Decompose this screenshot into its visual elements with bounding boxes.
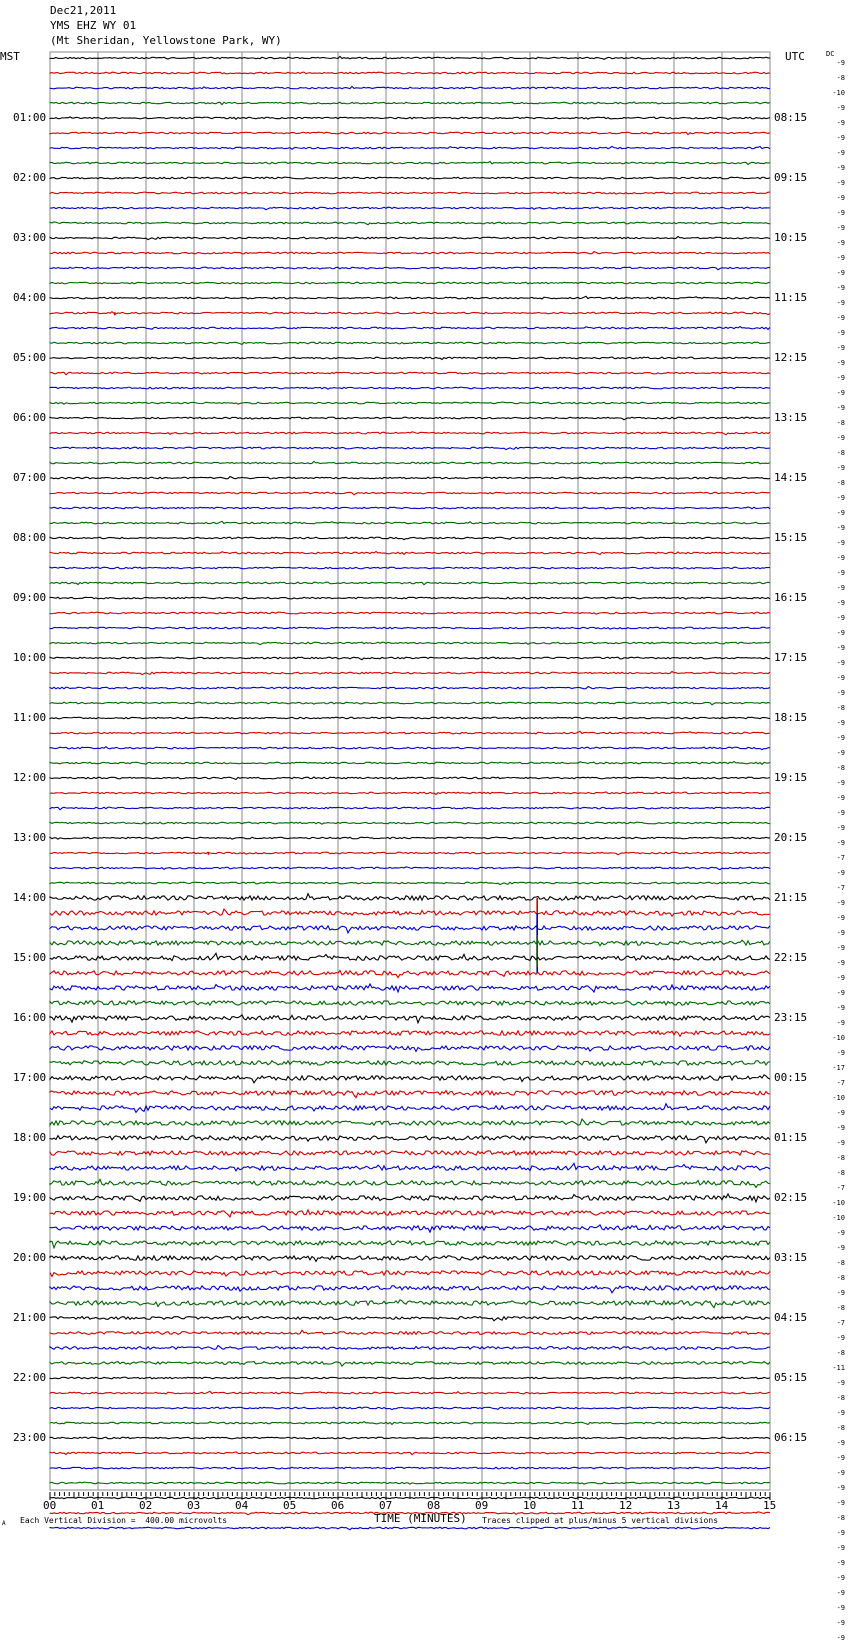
dc-offset-label: -9 [836, 59, 845, 67]
dc-offset-label: -9 [836, 194, 845, 202]
right-hour-label: 06:15 [774, 1431, 808, 1444]
x-axis-label: TIME (MINUTES) [374, 1512, 467, 1525]
left-hour-label: 04:00 [13, 291, 47, 304]
x-tick-label: 02 [139, 1499, 153, 1512]
trace-row [50, 1151, 770, 1155]
trace-row [50, 687, 770, 689]
dc-offset-label: -9 [836, 614, 845, 622]
trace-row [50, 296, 770, 299]
trace-row [50, 552, 770, 555]
dc-offset-label: -9 [836, 929, 845, 937]
trace-row [50, 1001, 770, 1005]
dc-offset-label: -9 [836, 1544, 845, 1552]
left-hour-label: 21:00 [13, 1311, 47, 1324]
trace-row [50, 642, 770, 645]
left-hour-label: 16:00 [13, 1011, 47, 1024]
dc-offset-label: -8 [836, 74, 845, 82]
trace-row [50, 1104, 770, 1113]
dc-offset-label: -9 [836, 359, 845, 367]
dc-offset-label: -9 [836, 1529, 845, 1537]
dc-offset-label: -9 [836, 1229, 845, 1237]
dc-offset-label: -9 [836, 989, 845, 997]
dc-offset-label: -9 [836, 1439, 845, 1447]
x-tick-label: 15 [763, 1499, 777, 1512]
dc-offset-label: -9 [836, 239, 845, 247]
trace-row [50, 1060, 770, 1066]
dc-offset-label: -9 [836, 494, 845, 502]
right-hour-label: 10:15 [774, 231, 808, 244]
trace-row [50, 252, 770, 254]
trace-row [50, 192, 770, 194]
dc-offset-label: -9 [836, 914, 845, 922]
dc-offset-label: -9 [836, 119, 845, 127]
right-hour-label: 17:15 [774, 651, 808, 664]
x-tick-label: 05 [283, 1499, 297, 1512]
trace-row [50, 792, 770, 795]
dc-offset-label: -9 [836, 284, 845, 292]
trace-row [50, 222, 770, 225]
dc-offset-label: -9 [836, 179, 845, 187]
left-hour-label: 12:00 [13, 771, 47, 784]
dc-offset-label: -9 [836, 344, 845, 352]
dc-offset-label: -9 [836, 959, 845, 967]
trace-row [50, 1316, 770, 1320]
right-hour-label: 05:15 [774, 1371, 808, 1384]
scale-note: Each Vertical Division = 400.00 microvolts [20, 1516, 228, 1525]
trace-row [50, 882, 770, 884]
right-timezone-label: UTC [785, 50, 805, 63]
trace-row [50, 1422, 770, 1425]
dc-offset-label: -9 [836, 164, 845, 172]
trace-row [50, 1031, 770, 1037]
dc-offset-label: -9 [836, 689, 845, 697]
right-hour-label: 16:15 [774, 591, 808, 604]
dc-offset-label: -9 [836, 659, 845, 667]
trace-row [50, 72, 770, 74]
trace-row [50, 56, 770, 59]
left-hour-label: 17:00 [13, 1071, 47, 1084]
trace-row [50, 1407, 770, 1410]
trace-row [50, 1119, 770, 1125]
trace-row [50, 282, 770, 284]
right-hour-label: 21:15 [774, 891, 808, 904]
dc-offset-label: -9 [836, 1019, 845, 1027]
dc-offset-label: -9 [836, 1589, 845, 1597]
right-hour-label: 01:15 [774, 1131, 808, 1144]
left-hour-label: 09:00 [13, 591, 47, 604]
trace-row [50, 747, 770, 750]
trace-row [50, 402, 770, 404]
x-tick-label: 13 [667, 1499, 681, 1512]
dc-offset-label: -8 [836, 419, 845, 427]
x-tick-label: 03 [187, 1499, 201, 1512]
trace-row [50, 671, 770, 674]
trace-row [50, 492, 770, 495]
right-hour-label: 14:15 [774, 471, 808, 484]
left-hour-label: 19:00 [13, 1191, 47, 1204]
trace-row [50, 940, 770, 946]
right-hour-label: 22:15 [774, 951, 808, 964]
dc-offset-label: -17 [832, 1064, 845, 1072]
trace-row [50, 597, 770, 599]
trace-row [50, 867, 770, 870]
left-hour-label: 02:00 [13, 171, 47, 184]
trace-row [50, 582, 770, 585]
dc-offset-label: -9 [836, 149, 845, 157]
dc-offset-label: -9 [836, 1574, 845, 1582]
right-hour-label: 02:15 [774, 1191, 808, 1204]
trace-row [50, 1225, 770, 1232]
trace-row [50, 1163, 770, 1171]
dc-offset-label: -9 [836, 539, 845, 547]
dc-offset-label: -10 [832, 1034, 845, 1042]
right-hour-label: 11:15 [774, 291, 808, 304]
trace-row [50, 702, 770, 705]
trace-row [50, 1241, 770, 1248]
trace-row [50, 327, 770, 330]
left-hour-label: 07:00 [13, 471, 47, 484]
left-hour-label: 10:00 [13, 651, 47, 664]
dc-offset-label: -9 [836, 209, 845, 217]
dc-offset-label: -8 [836, 449, 845, 457]
dc-offset-label: -9 [836, 1484, 845, 1492]
dc-offset-label: -8 [836, 1259, 845, 1267]
dc-offset-label: -9 [836, 464, 845, 472]
dc-label: DC [826, 50, 835, 58]
dc-offset-label: -9 [836, 749, 845, 757]
dc-offset-label: -9 [836, 794, 845, 802]
dc-offset-label: -10 [832, 1214, 845, 1222]
dc-offset-label: -8 [836, 1424, 845, 1432]
trace-row [50, 717, 770, 719]
right-hour-label: 12:15 [774, 351, 808, 364]
trace-row [50, 894, 770, 900]
trace-row [50, 984, 770, 992]
dc-offset-label: -8 [836, 1514, 845, 1522]
dc-offset-label: -9 [836, 329, 845, 337]
left-hour-label: 11:00 [13, 711, 47, 724]
dc-offset-label: -9 [836, 1499, 845, 1507]
trace-row [50, 312, 770, 315]
dc-offset-label: -9 [836, 1109, 845, 1117]
dc-offset-label: -8 [836, 1304, 845, 1312]
trace-row [50, 132, 770, 134]
trace-row [50, 837, 770, 839]
dc-offset-label: -9 [836, 734, 845, 742]
dc-offset-label: -9 [836, 1334, 845, 1342]
left-hour-label: 05:00 [13, 351, 47, 364]
dc-offset-label: -9 [836, 434, 845, 442]
trace-row [50, 117, 770, 120]
trace-row [50, 1286, 770, 1293]
right-hour-label: 13:15 [774, 411, 808, 424]
dc-offset-label: -9 [836, 1049, 845, 1057]
trace-row [50, 1452, 770, 1455]
dc-offset-label: -9 [836, 779, 845, 787]
trace-row [50, 207, 770, 210]
trace-row [50, 1467, 770, 1469]
trace-row [50, 236, 770, 239]
dc-offset-label: -9 [836, 569, 845, 577]
dc-offset-label: -9 [836, 314, 845, 322]
right-hour-label: 08:15 [774, 111, 808, 124]
x-tick-label: 06 [331, 1499, 345, 1512]
trace-row [50, 731, 770, 734]
trace-row [50, 432, 770, 435]
trace-row [50, 521, 770, 524]
x-tick-label: 11 [571, 1499, 585, 1512]
clip-note: Traces clipped at plus/minus 5 vertical divisions [482, 1516, 719, 1525]
trace-row [50, 357, 770, 360]
trace-row [50, 537, 770, 540]
trace-row [50, 1015, 770, 1023]
dc-offset-label: -9 [836, 809, 845, 817]
left-hour-label: 06:00 [13, 411, 47, 424]
x-tick-label: 12 [619, 1499, 633, 1512]
trace-row [50, 822, 770, 824]
x-tick-label: 07 [379, 1499, 393, 1512]
trace-row [50, 372, 770, 375]
trace-row [50, 970, 770, 977]
dc-offset-label: -11 [832, 1364, 845, 1372]
dc-offset-label: -9 [836, 1409, 845, 1417]
left-hour-label: 20:00 [13, 1251, 47, 1264]
trace-row [50, 1179, 770, 1187]
trace-row [50, 852, 770, 855]
dc-offset-label: -9 [836, 1139, 845, 1147]
left-hour-label: 15:00 [13, 951, 47, 964]
trace-row [50, 417, 770, 420]
right-hour-label: 19:15 [774, 771, 808, 784]
dc-offset-label: -7 [836, 1184, 845, 1192]
trace-row [50, 1527, 770, 1530]
dc-offset-label: -9 [836, 644, 845, 652]
dc-offset-label: -9 [836, 899, 845, 907]
dc-offset-label: -9 [836, 629, 845, 637]
right-hour-label: 20:15 [774, 831, 808, 844]
trace-row [50, 567, 770, 569]
dc-offset-label: -8 [836, 479, 845, 487]
dc-offset-label: -7 [836, 1319, 845, 1327]
dc-offset-label: -7 [836, 884, 845, 892]
dc-offset-label: -9 [836, 269, 845, 277]
left-hour-label: 13:00 [13, 831, 47, 844]
dc-offset-label: -8 [836, 1169, 845, 1177]
left-hour-label: 14:00 [13, 891, 47, 904]
x-tick-label: 14 [715, 1499, 729, 1512]
trace-row [50, 461, 770, 463]
right-hour-label: 23:15 [774, 1011, 808, 1024]
trace-row [50, 1270, 770, 1276]
trace-row [50, 612, 770, 614]
dc-offset-label: -9 [836, 839, 845, 847]
trace-row [50, 1256, 770, 1262]
trace-row [50, 1346, 770, 1351]
dc-offset-label: -9 [836, 404, 845, 412]
x-tick-label: 09 [475, 1499, 489, 1512]
dc-offset-label: -9 [836, 509, 845, 517]
left-timezone-label: MST [0, 50, 20, 63]
dc-offset-label: -8 [836, 704, 845, 712]
trace-row [50, 1194, 770, 1202]
dc-offset-label: -8 [836, 764, 845, 772]
dc-offset-label: -9 [836, 104, 845, 112]
x-tick-label: 04 [235, 1499, 249, 1512]
x-tick-label: 10 [523, 1499, 537, 1512]
corner-mark: A [2, 1520, 6, 1527]
trace-row [50, 657, 770, 660]
trace-row [50, 1482, 770, 1484]
dc-offset-label: -8 [836, 1274, 845, 1282]
trace-row [50, 953, 770, 960]
left-hour-label: 08:00 [13, 531, 47, 544]
trace-row [50, 507, 770, 509]
dc-offset-label: -9 [836, 224, 845, 232]
dc-offset-label: -9 [836, 1379, 845, 1387]
trace-row [50, 1330, 770, 1334]
dc-offset-label: -9 [836, 254, 845, 262]
trace-row [50, 1437, 770, 1439]
dc-offset-label: -9 [836, 584, 845, 592]
dc-offset-label: -9 [836, 134, 845, 142]
header-station: YMS EHZ WY 01 [50, 19, 137, 32]
left-hour-label: 03:00 [13, 231, 47, 244]
dc-offset-label: -9 [836, 1244, 845, 1252]
right-hour-label: 18:15 [774, 711, 808, 724]
dc-offset-label: -9 [836, 374, 845, 382]
right-hour-label: 09:15 [774, 171, 808, 184]
dc-offset-label: -9 [836, 1454, 845, 1462]
trace-row [50, 177, 770, 179]
dc-offset-label: -9 [836, 674, 845, 682]
dc-offset-label: -8 [836, 1349, 845, 1357]
dc-offset-label: -10 [832, 1094, 845, 1102]
x-tick-label: 08 [427, 1499, 441, 1512]
trace-row [50, 1362, 770, 1366]
trace-row [50, 267, 770, 270]
trace-row [50, 387, 770, 389]
trace-row [50, 1210, 770, 1217]
trace-row [50, 1391, 770, 1394]
trace-row [50, 762, 770, 765]
right-hour-label: 15:15 [774, 531, 808, 544]
right-hour-label: 00:15 [774, 1071, 808, 1084]
trace-row [50, 477, 770, 480]
dc-offset-label: -10 [832, 1199, 845, 1207]
dc-offset-label: -9 [836, 1559, 845, 1567]
left-hour-label: 18:00 [13, 1131, 47, 1144]
dc-offset-label: -9 [836, 1289, 845, 1297]
dc-offset-label: -9 [836, 1604, 845, 1612]
header-location: (Mt Sheridan, Yellowstone Park, WY) [50, 34, 282, 47]
trace-row [50, 146, 770, 149]
trace-row [50, 1046, 770, 1052]
trace-row [50, 627, 770, 629]
dc-offset-label: -9 [836, 524, 845, 532]
dc-offset-label: -7 [836, 854, 845, 862]
trace-row [50, 447, 770, 449]
dc-offset-label: -9 [836, 389, 845, 397]
header-date: Dec21,2011 [50, 4, 117, 17]
left-hour-label: 23:00 [13, 1431, 47, 1444]
dc-offset-label: -8 [836, 1154, 845, 1162]
trace-row [50, 86, 770, 89]
trace-row [50, 1377, 770, 1379]
dc-offset-label: -9 [836, 944, 845, 952]
dc-offset-label: -9 [836, 554, 845, 562]
dc-offset-label: -8 [836, 1394, 845, 1402]
trace-row [50, 926, 770, 933]
dc-offset-label: -9 [836, 1634, 845, 1642]
left-hour-label: 22:00 [13, 1371, 47, 1384]
right-hour-label: 03:15 [774, 1251, 808, 1264]
right-hour-label: 04:15 [774, 1311, 808, 1324]
dc-offset-label: -9 [836, 974, 845, 982]
trace-row [50, 777, 770, 780]
trace-row [50, 1091, 770, 1098]
dc-offset-label: -9 [836, 1469, 845, 1477]
trace-row [50, 102, 770, 105]
dc-offset-label: -7 [836, 1079, 845, 1087]
trace-row [50, 1075, 770, 1083]
trace-row [50, 909, 770, 916]
trace-row [50, 1136, 770, 1143]
dc-offset-label: -10 [832, 89, 845, 97]
dc-offset-label: -9 [836, 1619, 845, 1627]
x-tick-label: 01 [91, 1499, 105, 1512]
trace-row [50, 161, 770, 164]
dc-offset-label: -9 [836, 869, 845, 877]
trace-row [50, 807, 770, 810]
dc-offset-label: -9 [836, 1124, 845, 1132]
dc-offset-label: -9 [836, 824, 845, 832]
dc-offset-label: -9 [836, 719, 845, 727]
trace-row [50, 342, 770, 345]
dc-offset-label: -9 [836, 299, 845, 307]
trace-row [50, 1300, 770, 1308]
dc-offset-label: -9 [836, 1004, 845, 1012]
left-hour-label: 01:00 [13, 111, 47, 124]
x-tick-label: 00 [43, 1499, 57, 1512]
dc-offset-label: -9 [836, 599, 845, 607]
